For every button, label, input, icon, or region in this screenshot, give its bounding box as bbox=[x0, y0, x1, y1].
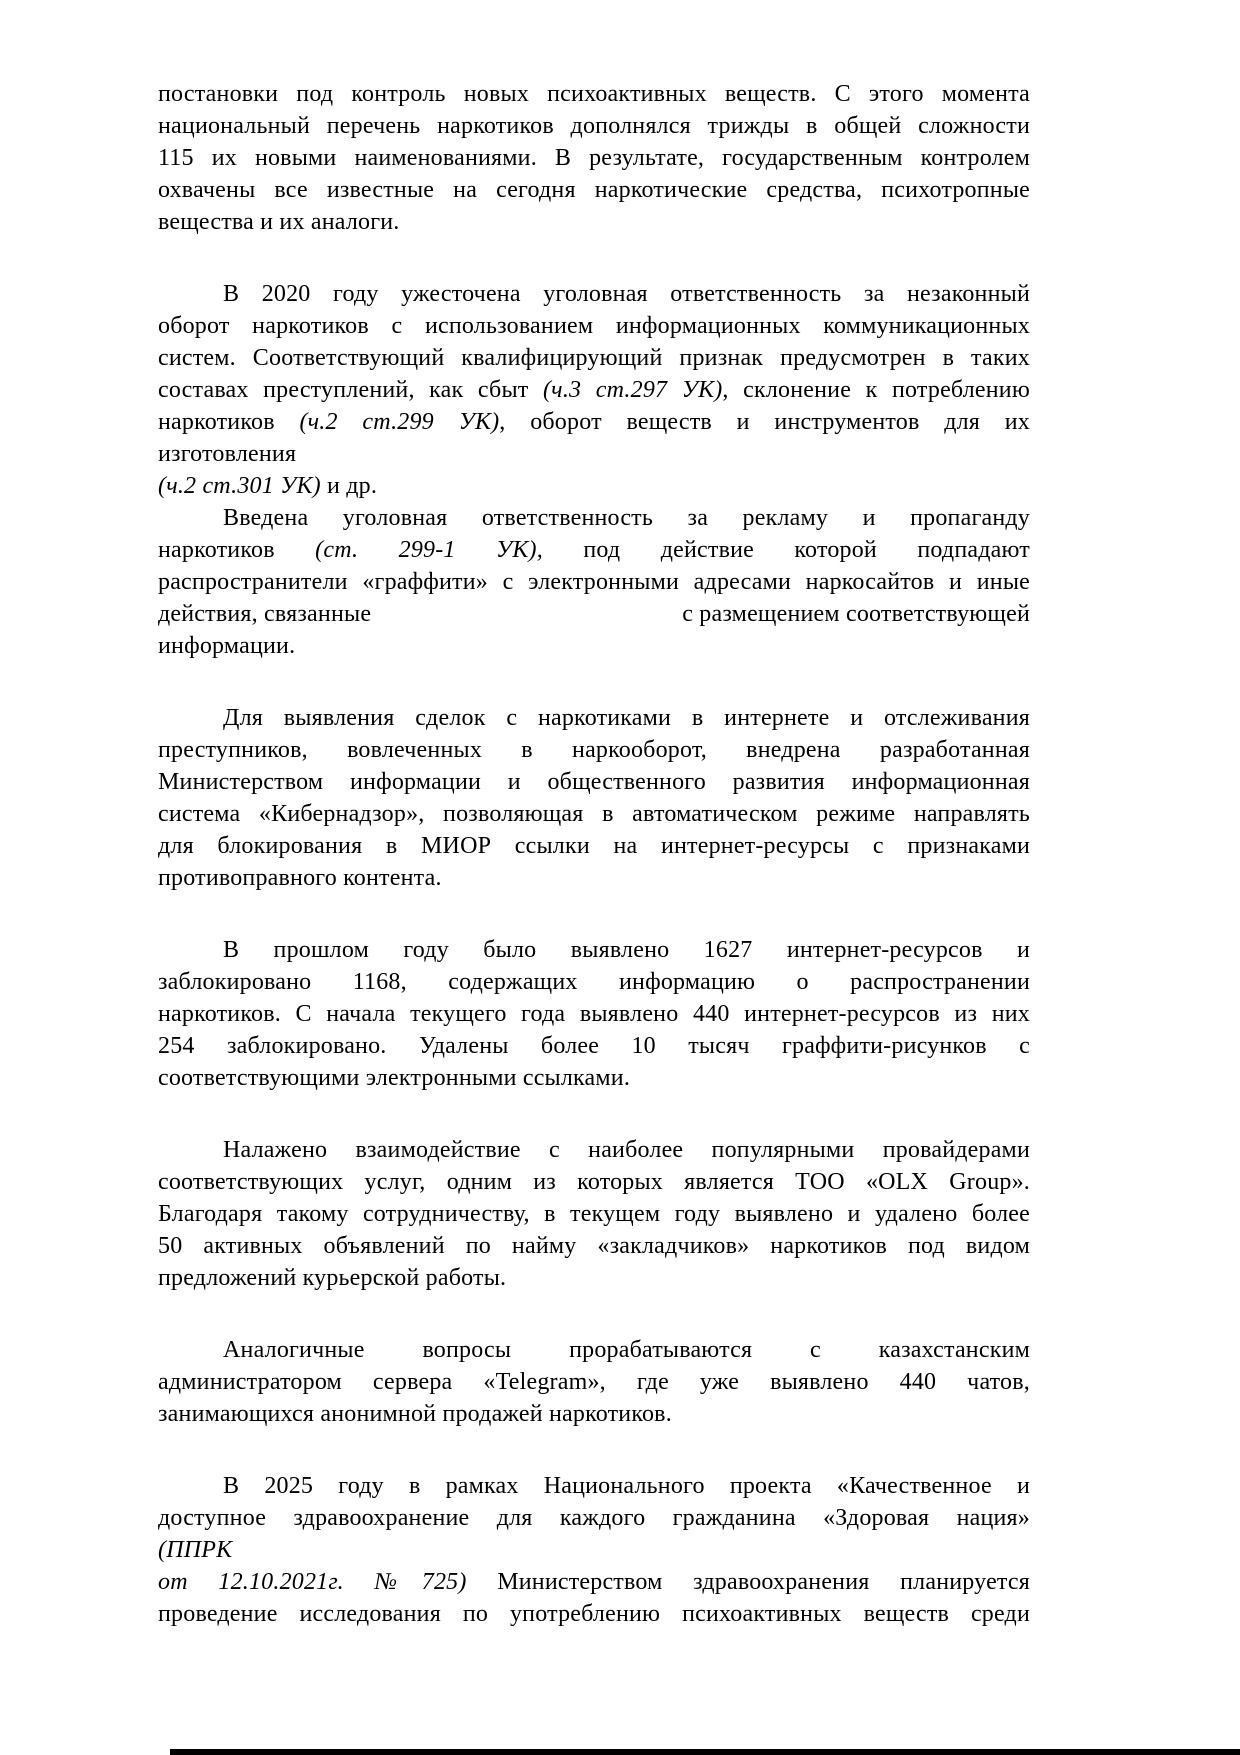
text-run: Налажено взаимодействие с наиболее популярными провайдерами bbox=[223, 1137, 1030, 1163]
text-line bbox=[158, 1398, 1030, 1430]
text-line bbox=[158, 310, 1030, 342]
paragraph bbox=[158, 1334, 1030, 1430]
text-line bbox=[158, 502, 1030, 534]
text-run: постановки под контроль новых психоактивных веществ. С этого момента bbox=[158, 81, 1030, 107]
text-line bbox=[158, 78, 1030, 110]
text-run: заблокировано 1168, содержащих информацию о распространении bbox=[158, 969, 1030, 995]
text-run: наркотиков. С начала текущего года выявлено 440 интернет-ресурсов из них bbox=[158, 1001, 1030, 1027]
text-line bbox=[158, 1502, 1030, 1534]
text-run: охвачены все известные на сегодня наркотические средства, психотропные bbox=[158, 177, 1030, 203]
text-line bbox=[158, 142, 1030, 174]
text-run: Министерством здравоохранения планируется bbox=[466, 1569, 1030, 1595]
text-run: информации. bbox=[158, 633, 296, 659]
text-line bbox=[158, 1030, 1030, 1062]
text-run: доступное здравоохранение для каждого гражданина «Здоровая нация» bbox=[158, 1505, 1030, 1531]
paragraph bbox=[158, 702, 1030, 894]
text-line bbox=[158, 1230, 1030, 1262]
text-line bbox=[158, 798, 1030, 830]
text-line bbox=[158, 630, 1030, 662]
paragraph bbox=[158, 502, 1030, 662]
text-run: предложений курьерской работы. bbox=[158, 1265, 507, 1291]
text-run: (ст. 299-1 УК), bbox=[315, 537, 543, 563]
text-line bbox=[158, 998, 1030, 1030]
text-line bbox=[158, 1166, 1030, 1198]
text-run: наркотиков bbox=[158, 409, 300, 435]
text-run: (ППРК bbox=[158, 1537, 233, 1563]
text-run: от 12.10.2021г. №725) bbox=[158, 1569, 467, 1595]
text-run: Благодаря такому сотрудничеству, в текущем году выявлено и удалено более bbox=[158, 1201, 1030, 1227]
text-line bbox=[158, 1062, 1030, 1094]
text-run: изготовления bbox=[158, 441, 297, 467]
text-run: наркотиков bbox=[158, 537, 316, 563]
text-line bbox=[158, 534, 1030, 566]
text-run: Министерством информации и общественного развития информационная bbox=[158, 769, 1030, 795]
text-run: 115 их новыми наименованиями. В результате, государственным контролем bbox=[158, 145, 1030, 171]
text-run: проведение исследования по употреблению психоактивных веществ среди bbox=[158, 1601, 1030, 1627]
text-line bbox=[158, 1470, 1030, 1502]
paragraph bbox=[158, 1134, 1030, 1294]
text-run: вещества и их аналоги. bbox=[158, 209, 400, 235]
text-line bbox=[158, 406, 1030, 438]
text-run: оборот наркотиков с использованием информационных коммуникационных bbox=[158, 313, 1030, 339]
text-run: с размещением соответствующей bbox=[682, 601, 1030, 627]
paragraph bbox=[158, 78, 1030, 238]
text-run: Для выявления сделок с наркотиками в интернете и отслеживания bbox=[223, 705, 1030, 731]
text-line bbox=[158, 1534, 1030, 1566]
text-line bbox=[158, 598, 1030, 630]
text-run: национальный перечень наркотиков дополнялся трижды в общей сложности bbox=[158, 113, 1030, 139]
text-run: администратором сервера «Telegram», где уже выявлено 440 чатов, bbox=[158, 1369, 1030, 1395]
text-run: В 2025 году в рамках Национального проекта «Качественное и bbox=[223, 1473, 1030, 1499]
text-run: В 2020 году ужесточена уголовная ответственность за незаконный bbox=[223, 281, 1030, 307]
text-line bbox=[158, 278, 1030, 310]
document-text-block bbox=[158, 78, 1030, 1630]
text-run: и др. bbox=[320, 473, 378, 499]
text-line bbox=[158, 566, 1030, 598]
text-line bbox=[158, 734, 1030, 766]
text-run: систем. Соответствующий квалифицирующий признак предусмотрен в таких bbox=[158, 345, 1030, 371]
text-line bbox=[158, 766, 1030, 798]
text-run: занимающихся анонимной продажей наркотиков. bbox=[158, 1401, 672, 1427]
text-line bbox=[158, 374, 1030, 406]
text-run: 254 заблокировано. Удалены более 10 тысяч граффити-рисунков с bbox=[158, 1033, 1030, 1059]
text-run: (ч.3 ст.297 УК) bbox=[542, 377, 723, 403]
text-run: , склонение к потреблению bbox=[722, 377, 1030, 403]
text-line bbox=[158, 174, 1030, 206]
text-run: действия, связанные bbox=[158, 601, 372, 627]
page-bottom-rule bbox=[170, 1749, 1240, 1755]
text-run: преступников, вовлеченных в наркооборот, внедрена разработанная bbox=[158, 737, 1030, 763]
paragraph bbox=[158, 1470, 1030, 1630]
text-run: противоправного контента. bbox=[158, 865, 442, 891]
text-line bbox=[158, 110, 1030, 142]
text-line bbox=[158, 438, 1030, 470]
text-run: система «Кибернадзор», позволяющая в автоматическом режиме направлять bbox=[158, 801, 1030, 827]
text-run: распространители «граффити» с электронными адресами наркосайтов и иные bbox=[158, 569, 1030, 595]
text-line bbox=[158, 1262, 1030, 1294]
text-line bbox=[158, 1134, 1030, 1166]
text-line bbox=[158, 1334, 1030, 1366]
text-line bbox=[158, 342, 1030, 374]
text-run: (ч.2 ст.299 УК) bbox=[299, 409, 500, 435]
text-run: для блокирования в МИОР ссылки на интернет-ресурсы с признаками bbox=[158, 833, 1030, 859]
text-run: составах преступлений, как сбыт bbox=[158, 377, 543, 403]
text-run: (ч.2 ст.301 УК) bbox=[158, 473, 321, 499]
text-run: , оборот веществ и инструментов для их bbox=[499, 409, 1030, 435]
text-line bbox=[158, 830, 1030, 862]
text-line bbox=[158, 1566, 1030, 1598]
text-run: В прошлом году было выявлено 1627 интернет-ресурсов и bbox=[223, 937, 1030, 963]
text-line bbox=[158, 862, 1030, 894]
paragraph bbox=[158, 278, 1030, 502]
text-line bbox=[158, 1198, 1030, 1230]
text-run: Аналогичные вопросы прорабатываются с казахстанским bbox=[223, 1337, 1030, 1363]
text-run: соответствующих услуг, одним из которых является ТОО «OLX Group». bbox=[158, 1169, 1030, 1195]
text-line bbox=[158, 702, 1030, 734]
text-line bbox=[158, 1598, 1030, 1630]
text-line bbox=[158, 934, 1030, 966]
text-line bbox=[158, 1366, 1030, 1398]
paragraph bbox=[158, 934, 1030, 1094]
text-run: 50 активных объявлений по найму «закладчиков» наркотиков под видом bbox=[158, 1233, 1030, 1259]
text-line bbox=[158, 206, 1030, 238]
text-run: соответствующими электронными ссылками. bbox=[158, 1065, 631, 1091]
text-run: под действие которой подпадают bbox=[542, 537, 1030, 563]
text-run: Введена уголовная ответственность за рекламу и пропаганду bbox=[223, 505, 1030, 531]
text-line bbox=[158, 966, 1030, 998]
text-line bbox=[158, 470, 1030, 502]
